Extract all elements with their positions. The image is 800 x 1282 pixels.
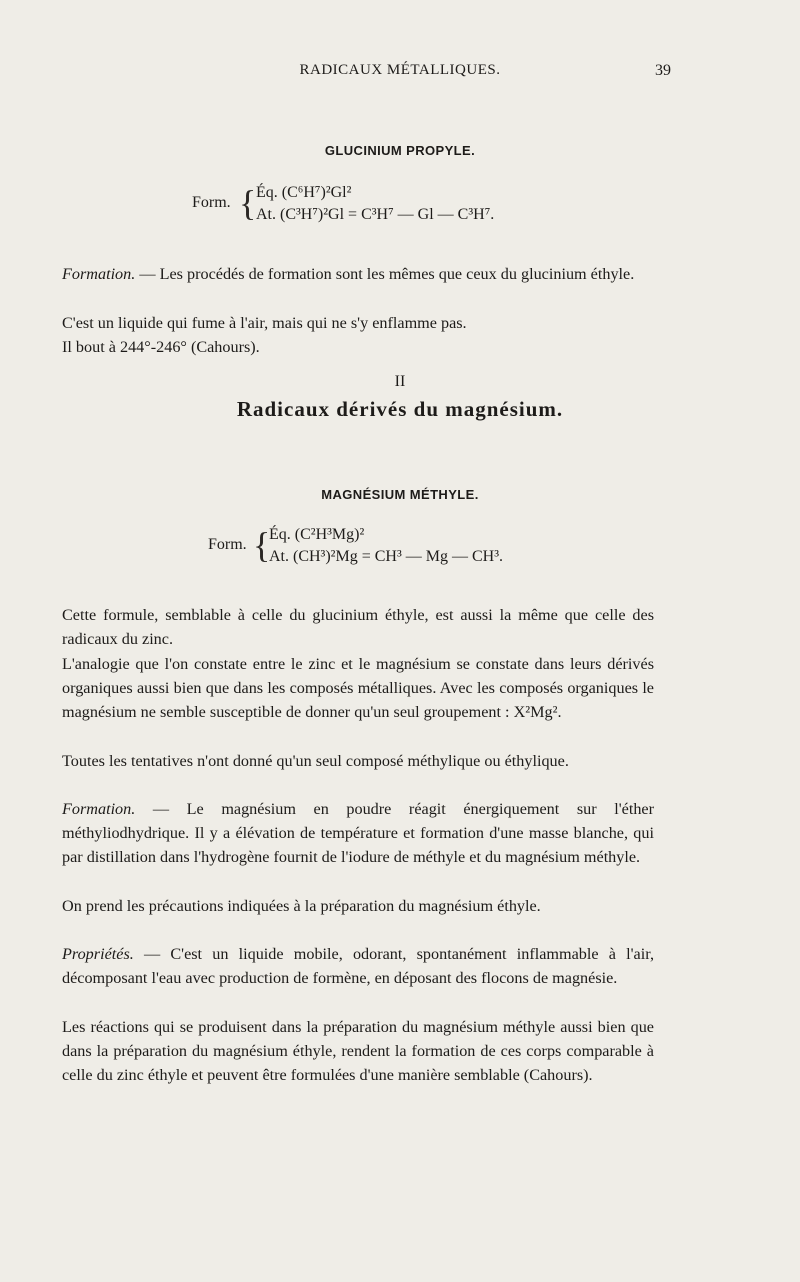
paragraph-reactions: Les réactions qui se produisent dans la préparation du magnésium méthyle aussi bien que dans la préparation du magnésium éthyle, rendent la formation de ces corps comparable à celle du zinc éthyle et peuvent être formulées d'une manière semblable (Cahours). (62, 1018, 654, 1085)
section-title-magnesium-methyle: MAGNÉSIUM MÉTHYLE. (321, 487, 479, 502)
paragraph-analogy: L'analogie que l'on constate entre le zinc et le magnésium se constate dans leurs dérivés organiques aussi bien que dans les composés métalliques. Avec les composés organiques le magnésium ne semble susceptible de donner qu'un seul groupement : X²Mg². (62, 655, 654, 722)
form-label: Form. (208, 536, 247, 553)
formula-atomic: At. (CH³)²Mg = CH³ — Mg — CH³. (269, 548, 503, 565)
paragraph-liquid: C'est un liquide qui fume à l'air, mais qui ne s'y enflamme pas. (62, 314, 467, 332)
page-number: 39 (655, 62, 671, 79)
formula-equivalents: Éq. (C⁶H⁷)²Gl² (256, 184, 352, 201)
paragraph-formula-note: Cette formule, semblable à celle du glucinium éthyle, est aussi la même que celle des radicaux du zinc. (62, 606, 654, 649)
running-head: RADICAUX MÉTALLIQUES. (299, 62, 501, 78)
formula-atomic: At. (C³H⁷)²Gl = C³H⁷ — Gl — C³H⁷. (256, 206, 495, 223)
paragraph-label: Formation. (62, 800, 136, 818)
paragraph-properties: Propriétés. — C'est un liquide mobile, odorant, spontanément inflammable à l'air, décomposant l'eau avec production de formène, en déposant des flocons de magnésie. (62, 945, 654, 988)
formula-magnesium-methyle (0, 522, 800, 572)
brace-icon: { (239, 183, 257, 223)
paragraph-label: Formation. (62, 265, 136, 283)
brace-icon: { (253, 525, 271, 565)
paragraph-attempts: Toutes les tentatives n'ont donné qu'un seul composé méthylique ou éthylique. (62, 752, 569, 770)
paragraph-precautions: On prend les précautions indiquées à la préparation du magnésium éthyle. (62, 897, 541, 915)
paragraph-formation-1: Formation. — Les procédés de formation sont les mêmes que ceux du glucinium éthyle. (62, 265, 635, 283)
chapter-title: Radicaux dérivés du magnésium. (236, 397, 564, 421)
section-title-glucinium-propyle: GLUCINIUM PROPYLE. (324, 143, 476, 158)
formula-equivalents: Éq. (C²H³Mg)² (269, 526, 365, 543)
chapter-number: II (394, 373, 406, 390)
paragraph-boiling: Il bout à 244°-246° (Cahours). (62, 338, 260, 356)
paragraph-label: Propriétés. (62, 945, 134, 963)
form-label: Form. (192, 194, 231, 211)
formula-glucinium-propyle (0, 180, 800, 230)
paragraph-formation-2: Formation. — Le magnésium en poudre réagit énergiquement sur l'éther méthyliodhydrique. Il y a élévation de température et formation d'une masse blanche, qui par distillation dans l'hydrogène fournit de l'iodure de méthyle et du magnésium méthyle. (62, 800, 654, 867)
